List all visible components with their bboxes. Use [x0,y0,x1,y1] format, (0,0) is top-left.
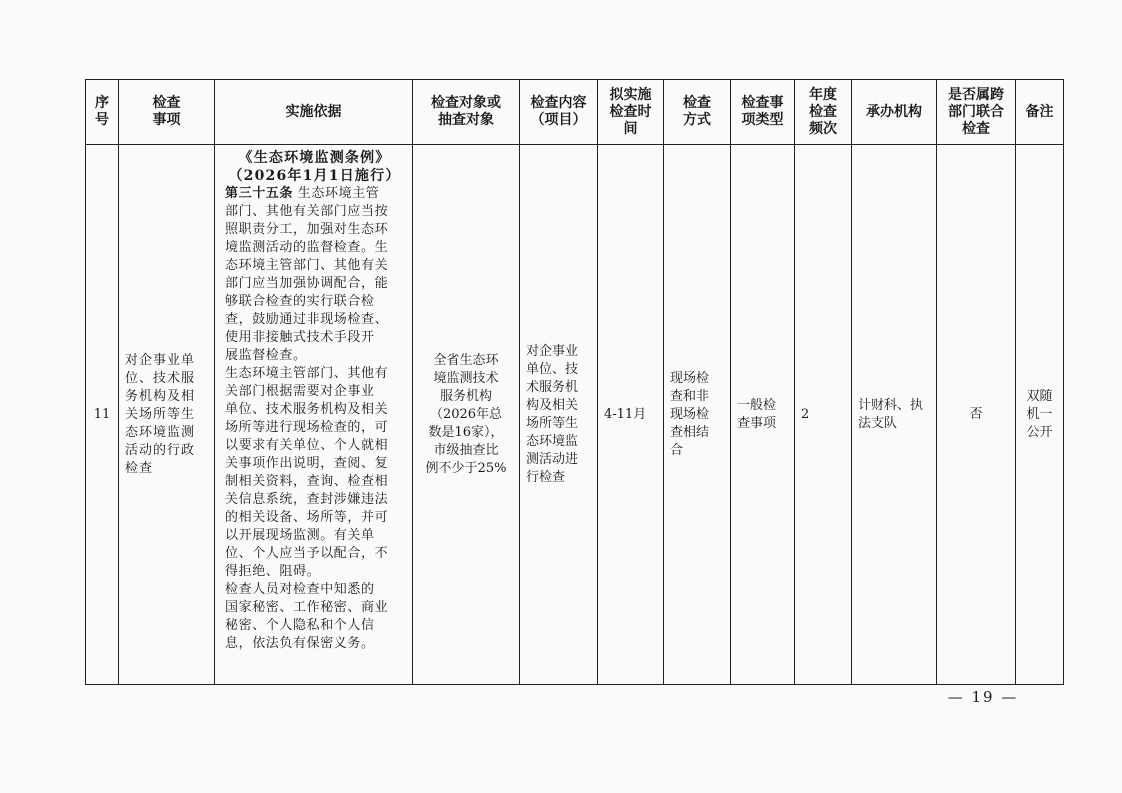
header-seq: 序 号 [86,80,119,145]
header-time: 拟实施 检查时 间 [598,80,664,145]
header-item: 检查 事项 [119,80,215,145]
cell-seq: 11 [86,145,119,685]
table-row [86,145,1064,685]
header-method: 检查 方式 [664,80,731,145]
header-org: 承办机构 [852,80,937,145]
cell-item: 对企事业单 位、技术服 务机构及相 关场所等生 态环境监测 活动的行政 检查 [119,145,215,685]
cell-type: 一般检 查事项 [731,145,795,685]
regulation-title: 《生态环境监测条例》 [238,150,391,166]
article-label: 第三十五条 [225,186,294,201]
header-remark: 备注 [1016,80,1064,145]
cell-frequency: 2 [795,145,852,685]
header-type: 检查事 项类型 [731,80,795,145]
regulation-effective-date: （2026年1月1日施行） [228,168,401,184]
cell-object: 全省生态环 境监测技术 服务机构 （2026年总 数是16家）， 市级抽查比 例不少于25% [413,145,520,685]
header-object: 检查对象或 抽查对象 [413,80,520,145]
header-basis: 实施依据 [215,80,413,145]
header-frequency: 年度 检查 频次 [795,80,852,145]
cell-basis: 《生态环境监测条例》 （2026年1月1日施行） 第三十五条 生态环境主管 部门、其他有关部门应当按 照职责分工，加强对生态环 境监测活动的监督检查。生 态环境主管部门、其他有关 部门应当加强协调配合，能 够联合检查的实行联合检 查，鼓励通过非现场检查、 使用非接触式技术手段开 展监督检查。 生态环境主管部门、其他有 关部门根据需要对企事业 单位、技术服务机构及相关 场所等进行现场检查的，可 以要求有关单位、个人就相 关事项作出说明，查阅、复 制相关资料，查询、检查相 关信息系统，查封涉嫌违法 的相关设备、场所等，并可 以开展现场监测。有关单 位、个人应当予以配合，不 得拒绝、阻碍。 检查人员对检查中知悉的 国家秘密、工作秘密、商业 秘密、个人隐私和个人信 息，依法负有保密义务。 [215,145,413,685]
page-number: — 19 — [947,688,1019,706]
cell-remark: 双随 机一 公开 [1016,145,1064,685]
cell-joint: 否 [937,145,1016,685]
article-line: 第三十五条 生态环境主管 [225,186,380,201]
header-content: 检查内容 （项目） [520,80,598,145]
header-row [86,80,1064,145]
cell-content: 对企事业 单位、技 术服务机 构及相关 场所等生 态环境监 测活动进 行检查 [520,145,598,685]
cell-method: 现场检 查和非 现场检 查相结 合 [664,145,731,685]
cell-org: 计财科、执 法支队 [852,145,937,685]
cell-time: 4-11月 [598,145,664,685]
inspection-table [85,79,1064,685]
header-joint: 是否属跨 部门联合 检查 [937,80,1016,145]
